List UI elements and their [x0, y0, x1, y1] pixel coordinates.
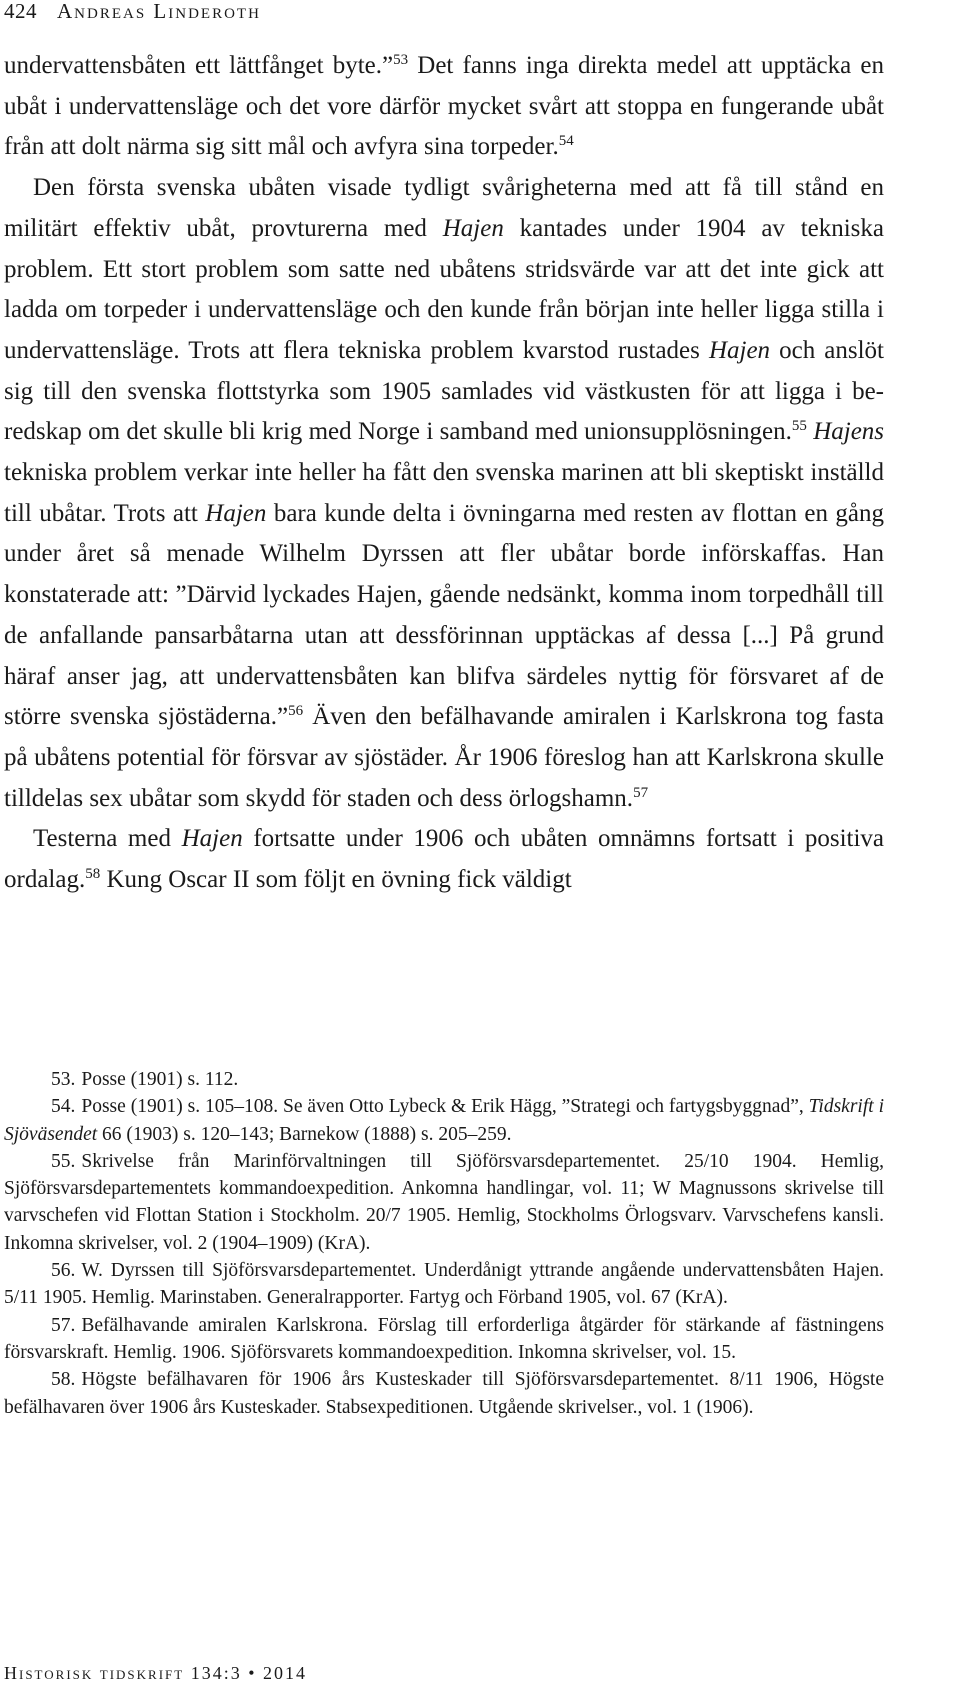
footnote-ref-55[interactable]: 55 — [791, 418, 807, 435]
footnote-ref-57[interactable]: 57 — [633, 784, 649, 801]
running-head-author: Andreas Linderoth — [57, 0, 261, 23]
body-text — [4, 46, 884, 901]
footnote-53: 53. Posse (1901) s. 112. — [51, 1069, 239, 1090]
running-foot — [4, 1662, 307, 1684]
footnote-ref-56[interactable]: 56 — [288, 703, 304, 720]
page-number: 424 — [4, 0, 37, 23]
footnote-number: 53. — [51, 1069, 76, 1090]
footnote-ref-54[interactable]: 54 — [558, 133, 574, 150]
paragraph-2: Den första svenska ubåten visade tydligt svårigheterna med att få till stånd en militärt effektiv ubåt, provturerna med Hajen kantades under 1904 av tekniska problem. Ett stort problem som satte ned ubåtens stridsvärde var att det inte gick att ladda om torpeder i undervattensläge och den kunde från början inte heller ligga stilla i undervattensläge. Trots att flera tekniska problem kvarstod rustades Hajen och anslöt sig till den svenska flottstyrka som 1905 samlades vid västkusten för att ligga i beredskap om det skulle bli krig med Norge i samband med unionsupplösningen.$^{55}$ Hajens tekniska problem verkar inte heller ha fått den svenska marinen att bli skeptiskt inställd till ubåtar. Trots att Hajen bara kunde delta i övningarna med resten av flottan en gång under året så menade Wilhelm Dyrssen att fler ubåtar borde införskaffas. Han konstaterade att: ”Därvid lyckades Hajen, gående nedsänkt, komma inom torpedhåll till de anfallande pansarbåtarna utan att dessförinnan upptäckas af dessa [...] På grund häraf anser jag, att undervattensbåten kan blifva särdeles nyttig för försvaret af de större svenska sjöstäderna.”$^{56}$ Även den befälhavande amiralen i Karlskrona tog fasta på ubåtens potential för försvar av sjöstäder. År 1906 föreslog han att Karlskrona skulle tilldelas sex ubåtar som skydd för staden och dess örlogshamn.$^{57}$ — [4, 174, 885, 812]
footnote-55: 55. Skrivelse från Marinförvaltningen till Sjöförsvarsdepartementet. 25/10 1904. Hemlig, Sjöförsvarsdepartementets kommandoexpedition. Ankomna handlingar, vol. 11; W Magnussons skrivelse till varvschefen vid Flottan Station i Stockholm. 20/7 1905. Hemlig, Stockholms Örlogsvarv. Varvschefens kansli. Inkomna skrivelser, vol. 2 (1904–1909) (KrA). — [4, 1150, 884, 1254]
footnote-number: 56. — [51, 1260, 76, 1282]
footnote-57: 57. Befälhavande amiralen Karlskrona. Förslag till erforderliga åtgärder för stärkande af fästningens försvarskraft. Hemlig. 1906. Sjöförsvarets kommandoexpedition. Inkomna skrivelser, vol. 15. — [4, 1314, 884, 1363]
footnote-56: 56. W. Dyrssen till Sjöförsvarsdepartementet. Underdånigt yttrande angående undervattensbåten Hajen. 5/11 1905. Hemlig. Marinstaben. Generalrapporter. Fartyg och Förband 1905, vol. 67 (KrA). — [4, 1260, 884, 1309]
footnote-number: 58. — [51, 1369, 76, 1391]
running-head — [4, 0, 261, 22]
footnotes — [4, 1066, 884, 1421]
journal-citation: Historisk tidskrift 134:3 • 2014 — [4, 1663, 308, 1683]
footnote-54: 54. Posse (1901) s. 105–108. Se även Otto Lybeck & Erik Hägg, ”Strategi och fartygsbyggnad”, Tidskrift i Sjöväsendet 66 (1903) s. 120–143; Barnekow (1888) s. 205–259. — [4, 1096, 884, 1145]
footnote-58: 58. Högste befälhavaren för 1906 års Kusteskader till Sjöförsvarsdepartementet. 8/11 1906, Högste befälhavaren över 1906 års Kusteskader. Stabsexpeditionen. Utgående skrivelser., vol. 1 (1906). — [4, 1369, 884, 1418]
paragraph-3: Testerna med Hajen fortsatte under 1906 och ubåten omnämns fortsatt i positiva ordalag.$^{58}$ Kung Oscar II som följt en övning fick väldigt — [4, 825, 885, 894]
footnote-number: 54. — [51, 1096, 76, 1118]
paragraph-1: undervattensbåten ett lättfånget byte.”$^{53}$ Det fanns inga direkta medel att upptäcka en ubåt i undervattensläge och det vore därför mycket svårt att stoppa en fungerande ubåt från att dolt närma sig sitt mål och avfyra sina torpeder.$^{54}$ — [4, 52, 884, 161]
footnote-number: 57. — [51, 1314, 76, 1336]
footnote-ref-53[interactable]: 53 — [393, 52, 409, 68]
footnote-number: 55. — [51, 1150, 76, 1172]
footnote-ref-58[interactable]: 58 — [85, 866, 101, 883]
